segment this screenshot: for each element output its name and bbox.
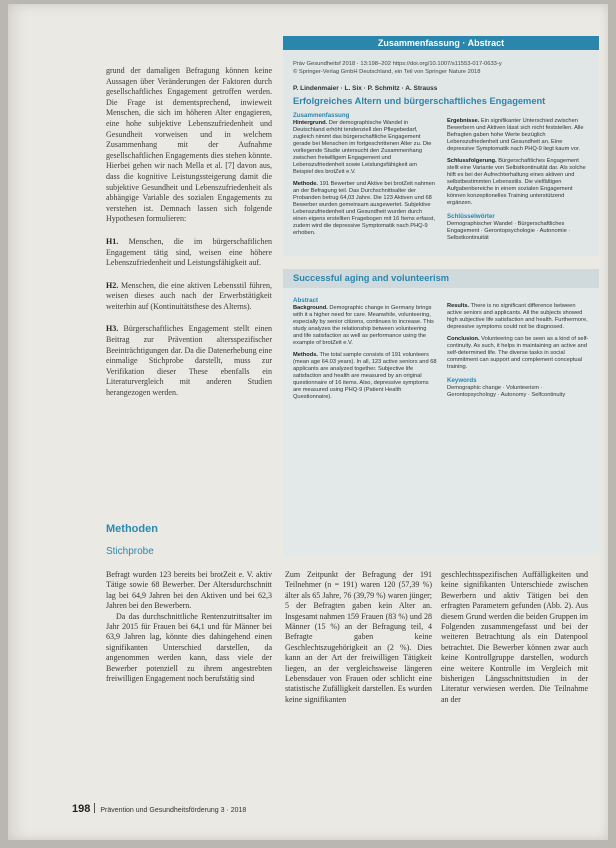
ergebnisse-label: Ergebnisse.	[447, 118, 480, 124]
methoden-heading: Methoden	[106, 523, 158, 535]
hypothesis-3	[106, 324, 272, 398]
page-footer	[72, 803, 246, 815]
methods-text: The total sample consists of 191 volunteers (mean age 64.03 years). In all, 123 active seniors and 68 applicants are analyzed together. Subjective life satisfaction and health are measured by an original questionnaire of 16 items. Also, depressive symptoms are measured using PHQ-9 (Patient Health Questionnaire).	[293, 352, 437, 400]
methode-paragraph	[293, 181, 437, 237]
citation-line-1: Präv Gesundheitsf 2018 · 13:198–202 https://doi.org/10.1007/s11553-017-0633-y	[293, 61, 502, 67]
footer-divider	[94, 803, 95, 813]
schlussfolgerung-label: Schlussfolgerung.	[447, 158, 497, 164]
abstract-left-column	[293, 297, 437, 406]
keywords-label: Keywords	[447, 377, 477, 384]
schlussfolgerung-text: Bürgerschaftliches Engagement stellt eine Variante von Selbstkontinuität dar. Als solche hilft es bei der Aufrechterhaltung eines aktiven und selbstbestimmten Lebensstils. Die vielfältigen Aufgabenbereiche in einem sozialen Engagement können konzeptionelles Training unterstützend ergänzen.	[447, 158, 586, 206]
hypothesis-2-label: H2.	[106, 280, 119, 290]
abstract-section-label: Abstract	[293, 297, 319, 304]
zusammenfassung-section-label: Zusammenfassung	[293, 112, 350, 119]
body-column-3	[441, 570, 588, 705]
background-text: Demographic change in Germany brings with it a higher need for care. Meanwhile, volunteering, especially by senior citizens, continues to increase. This study analyzes the relationship between volunteering and life satisfaction as well as performance using the example of brotZeit e.V.	[293, 305, 434, 346]
methods-paragraph	[293, 352, 437, 401]
abstract-right-column	[447, 303, 591, 404]
hintergrund-label: Hintergrund.	[293, 120, 328, 126]
citation-meta	[293, 60, 593, 76]
abstract-box	[283, 269, 599, 556]
methods-label: Methods.	[293, 352, 318, 358]
hypothesis-3-text: Bürgerschaftliches Engagement stellt einen Beitrag zur Prävention altersspezifischer Beeinträchtigungen dar. Da die Datenerhebung eine einmalige Stichprobe darstellt, muss zur Verifikation dieser These ebenfalls ein Literaturvergleich mit anderen Studien herangezogen werden.	[106, 324, 272, 398]
zusammenfassung-right-column	[447, 118, 591, 247]
left-column	[106, 66, 272, 411]
schluesselwoerter-text: Demographischer Wandel · Bürgerschaftliches Engagement · Gerontopsychologie · Autonomie · Selbstkontinuität	[447, 221, 571, 241]
hypothesis-2	[106, 281, 272, 313]
hintergrund-paragraph	[293, 120, 437, 176]
methode-text: 191 Bewerber und Aktive bei brotZeit nahmen an der Befragung teil. Das Durchschnittsalter der Probanden betrug 64,03 Jahre. Die 123 Aktiven und 68 Bewerber wurden gemeinsam ausgewertet. Subjektive Lebenszufriedenheit und Gesundheit wurden durch einen eigens erstellten Fragebogen mit 16 Items erfasst, zudem wird die depressive Symptomatik nach PHQ-9 erhoben.	[293, 181, 435, 236]
results-text: There is no significant difference between active seniors and applicants. All the subjects showed high subjective life satisfaction and health. Furthermore, depressive symptoms could not be diagnosed.	[447, 303, 588, 330]
methode-label: Methode.	[293, 181, 318, 187]
hypothesis-3-label: H3.	[106, 324, 119, 334]
zusammenfassung-left-column	[293, 112, 437, 242]
body-column-1	[106, 570, 272, 684]
conclusion-paragraph	[447, 336, 591, 371]
results-paragraph	[447, 303, 591, 331]
body-paragraph-1: Befragt wurden 123 bereits bei brotZeit e. V. aktiv Tätige sowie 68 Bewerber. Der Altersdurchschnitt lag bei 64,9 Jahren bei den Aktiven und bei 62,3 Jahren bei den Bewerbern.	[106, 570, 272, 611]
authors: P. Lindenmaier · L. Six · P. Schmitz · A. Strauss	[293, 85, 438, 92]
hypothesis-1-label: H1.	[106, 236, 119, 246]
stichprobe-heading: Stichprobe	[106, 546, 154, 557]
ergebnisse-paragraph	[447, 118, 591, 153]
body-paragraph-4: geschlechtsspezifischen Auffälligkeiten und keine signifikanten Unterschiede zwischen Bewerbern und aktiv Tätigen bei den erfragten Parametern gefunden (Abb. 2). Aus diesem Grund werden die beiden Gruppen im Folgenden zusammengefasst und bei der weiteren Betrachtung als ein Datenpool betrachtet. Die Bewerber können zwar auch keine Kontrollgruppe darstellen, wodurch eine weitere Kontrolle im Vergleich mit bisherigen Längsschnittstudien in der Literatur verwiesen werden. Die Teilnahme an der	[441, 570, 588, 704]
schlussfolgerung-paragraph	[447, 158, 591, 207]
english-title: Successful aging and volunteerism	[283, 269, 599, 288]
citation-line-2: © Springer-Verlag GmbH Deutschland, ein Teil von Springer Nature 2018	[293, 69, 481, 75]
zusammenfassung-box	[283, 36, 599, 256]
conclusion-label: Conclusion.	[447, 336, 480, 342]
journal-name: Prävention und Gesundheitsförderung 3 · 2018	[100, 807, 247, 814]
hypothesis-2-text: Menschen, die eine aktiven Lebensstil führen, weisen dieses auch nach der Erwerbstätigkeit weiterhin auf (Kontinuitätsthese des Alterns).	[106, 280, 272, 311]
background-label: Background.	[293, 305, 328, 311]
body-paragraph-3: Zum Zeitpunkt der Befragung der 191 Teilnehmer (n = 191) waren 120 (57,39 %) älter als 65 Jahre, 76 (39,79 %) waren jünger; 5 der Befragten gaben kein Alter an. Insgesamt nahmen 159 Frauen (83 %) und 28 Männer (15 %) an der Befragung teil, 4 Befragte gaben keine Geschlechtszugehörigkeit an (2 %). Dies kann an der Art der freiwilligen Tätigkeit liegen, an der vergleichsweise längeren Lebensdauer von Frauen oder schlicht eine statistische Zufälligkeit darstellen. Es wurden keine signifikanten	[285, 570, 432, 704]
hypothesis-1-text: Menschen, die im bürgerschaftlichen Engagement tätig sind, weisen eine höhere Lebenszufriedenheit und Leistungsfähigkeit auf.	[106, 236, 273, 268]
schluesselwoerter-label: Schlüsselwörter	[447, 213, 495, 220]
background-paragraph	[293, 305, 437, 347]
intro-paragraph: grund der damaligen Befragung können keine Aussagen über Veränderungen der Faktoren durch gesellschaftliches Engagement getroffen werden. Die Frage ist dementsprechend, inwieweit Menschen, die sich im höheren Alter engagieren, eine hohe subjektive Lebenszufriedenheit und Gesundheit vorweisen und in welchem Zusammenhang mit der Aufnahme gesellschaftlichen Engagements dies stehen könnte. Hierbei gehen wir nach Mella et al. [7] davon aus, dass die kognitive Leistungssteigerung damit die subjektive Gesundheit und Lebenszufriedenheit als abhängige Variable des sozialen Engagements zu verstehen ist. Demnach lassen sich folgende Hypothesen formulieren:	[106, 66, 272, 224]
keywords-text: Demographic change · Volunteerism · Gerontopsychology · Autonomy · Selfcontinuity	[447, 385, 566, 398]
body-column-2	[285, 570, 432, 705]
conclusion-text: Volunteering can be seen as a kind of self-continuity. As such, it helps in maintaining an active and self-determined life. The diverse tasks in social commitment can support and complement conceptual training.	[447, 336, 589, 370]
document-page	[8, 4, 608, 840]
german-title: Erfolgreiches Altern und bürgerschaftliches Engagement	[293, 96, 546, 106]
page-number: 198	[72, 803, 91, 815]
hypothesis-1	[106, 237, 272, 269]
ergebnisse-text: Ein signifikanter Unterschied zwischen Bewerbern und Aktiven lässt sich nicht feststellen. Alle Befragten gaben hohe Werte bezüglich Lebenszufriedenheit und Gesundheit an. Eine depressive Symptomatik nach PHQ-9 liegt kaum vor.	[447, 118, 584, 152]
hintergrund-text: Der demographische Wandel in Deutschland erhöht tendenziell den Pflegebedarf, zugleich nimmt das bürgerschaftliche Engagement gerade bei Menschen im fortgeschrittenen Alter zu. Die vorliegende Studie untersucht den Zusammenhang zwischen freiwilligem Engagement und Lebenszufriedenheit sowie Leistungsfähigkeit am Beispiel des brotZeit e.V.	[293, 120, 432, 175]
body-paragraph-2: Da das durchschnittliche Rentenzutrittsalter im Jahr 2015 für Frauen bei 64,1 und für Männer bei 63,9 Jahren lag, könnte dies dahingehend einen signifikanten Unterschied darstellen, da angenommen werden kann, dass viele der Bewerber potenziell zu ihrem angestrebten freiwilligen Engagement noch berufstätig sind	[106, 611, 272, 684]
results-label: Results.	[447, 303, 470, 309]
zusammenfassung-header: Zusammenfassung · Abstract	[283, 36, 599, 50]
